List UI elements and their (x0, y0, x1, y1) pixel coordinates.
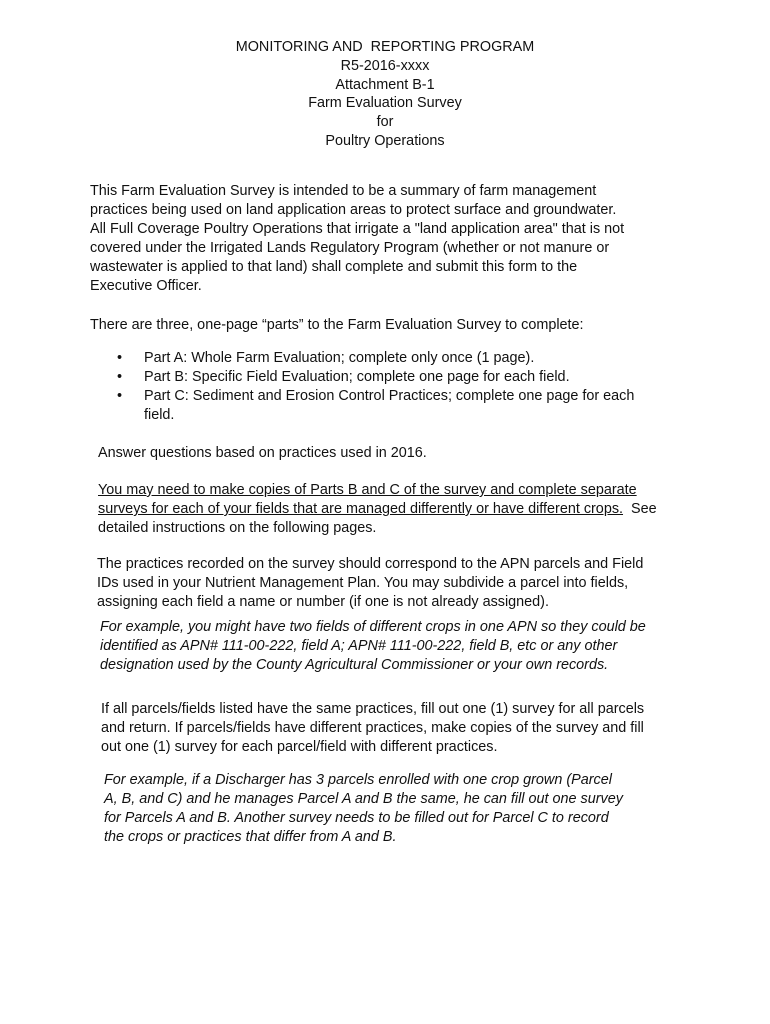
copies-line: detailed instructions on the following pages. (98, 520, 377, 536)
intro-line: practices being used on land application areas to protect surface and groundwater. (90, 202, 617, 218)
practices-line: IDs used in your Nutrient Management Plan. You may subdivide a parcel into fields, (97, 575, 629, 591)
same-practices-paragraph (101, 700, 691, 757)
example-line: the crops or practices that differ from A and B. (104, 829, 397, 845)
copies-line (98, 481, 698, 500)
intro-line: wastewater is applied to that land) shall complete and submit this form to the (90, 259, 578, 275)
document-header (0, 38, 770, 151)
practices-line: assigning each field a name or number (if one is not already assigned). (97, 594, 549, 610)
intro-line: covered under the Irrigated Lands Regulatory Program (whether or not manure or (90, 240, 610, 256)
example-parcels-paragraph (104, 771, 664, 847)
example-line: For example, you might have two fields of different crops in one APN so they could be (100, 619, 646, 635)
copies-paragraph (98, 481, 698, 538)
copies-see-text: See (623, 501, 657, 517)
part-c-text: Part C: Sediment and Erosion Control Practices; complete one page for each field. (144, 388, 635, 423)
list-item (90, 387, 650, 425)
part-a-text: Part A: Whole Farm Evaluation; complete only once (1 page). (144, 350, 535, 366)
header-operations: Poultry Operations (325, 132, 445, 149)
practices-paragraph (97, 555, 687, 612)
example-line: A, B, and C) and he manages Parcel A and B the same, he can fill out one survey (104, 791, 623, 807)
same-practices-line: and return. If parcels/fields have different practices, make copies of the survey and fill (101, 720, 644, 736)
header-order-number: R5-2016-xxxx (340, 57, 430, 74)
intro-line: Executive Officer. (90, 278, 202, 294)
copies-line (98, 500, 698, 519)
practices-line: The practices recorded on the survey should correspond to the APN parcels and Field (97, 556, 644, 572)
parts-list (90, 349, 650, 425)
bullet-icon: • (117, 369, 123, 385)
part-b-text: Part B: Specific Field Evaluation; complete one page for each field. (144, 369, 570, 385)
same-practices-line: If all parcels/fields listed have the same practices, fill out one (1) survey for all parcels (101, 701, 645, 717)
header-program-title: MONITORING AND REPORTING PROGRAM (235, 39, 535, 55)
list-item (90, 368, 650, 387)
parts-intro-paragraph: There are three, one-page “parts” to the Farm Evaluation Survey to complete: (90, 317, 584, 333)
example-line: identified as APN# 111-00-222, field A; APN# 111-00-222, field B, etc or any other (100, 638, 618, 654)
example-line: for Parcels A and B. Another survey needs to be filled out for Parcel C to record (104, 810, 609, 826)
answer-note: Answer questions based on practices used in 2016. (98, 445, 427, 461)
header-for: for (376, 114, 394, 131)
same-practices-line: out one (1) survey for each parcel/field with different practices. (101, 739, 498, 755)
bullet-icon: • (117, 350, 123, 366)
list-item (90, 349, 650, 368)
example-apn-paragraph (100, 618, 690, 675)
copies-underlined-text: surveys for each of your fields that are managed differently or have different crops. (98, 501, 624, 517)
intro-line: All Full Coverage Poultry Operations that irrigate a "land application area" that is not (90, 221, 625, 237)
example-line: For example, if a Discharger has 3 parcels enrolled with one crop grown (Parcel (104, 772, 612, 788)
intro-line: This Farm Evaluation Survey is intended to be a summary of farm management (90, 183, 597, 199)
bullet-icon: • (117, 388, 123, 404)
copies-underlined-text: You may need to make copies of Parts B and C of the survey and complete separate (98, 482, 637, 498)
header-survey-title: Farm Evaluation Survey (308, 95, 462, 112)
header-attachment: Attachment B-1 (335, 76, 435, 93)
example-line: designation used by the County Agricultural Commissioner or your own records. (100, 657, 609, 673)
intro-paragraph (90, 182, 650, 296)
